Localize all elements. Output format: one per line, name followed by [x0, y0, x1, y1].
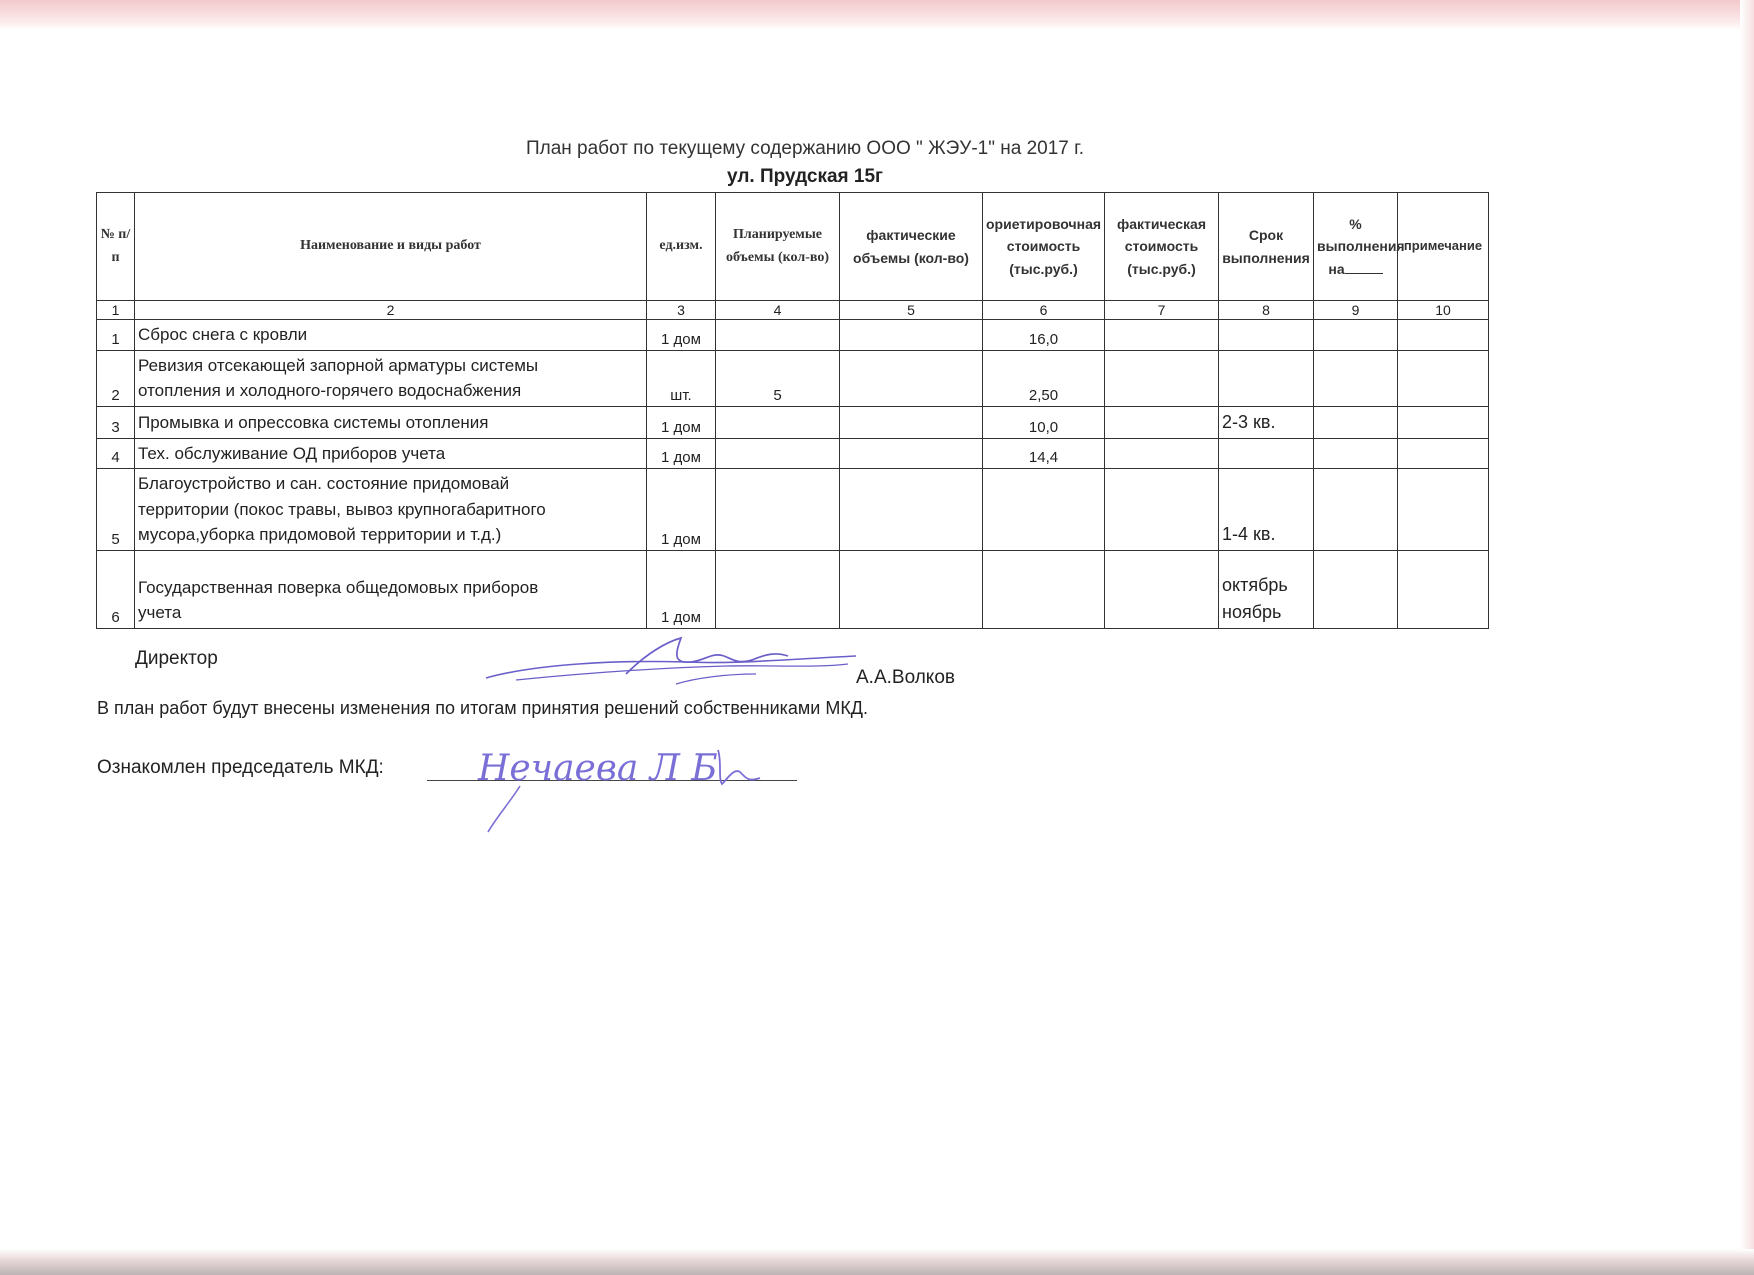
unit-cell: 1 дом [647, 550, 716, 628]
unit-cell: 1 дом [647, 320, 716, 351]
term-cell [1219, 320, 1314, 351]
table-row [97, 550, 1489, 628]
percent-cell [1314, 550, 1398, 628]
director-signature [476, 634, 876, 694]
percent-cell [1314, 320, 1398, 351]
estimated-cost-cell: 14,4 [983, 438, 1105, 469]
actual-cost-cell [1105, 320, 1219, 351]
header-percent [1314, 193, 1405, 301]
note-cell [1398, 406, 1489, 438]
note-cell [1398, 469, 1489, 551]
term-cell [1219, 469, 1314, 551]
term-cell [1219, 438, 1314, 469]
planned-volume-cell [716, 320, 840, 351]
percent-cell [1314, 438, 1398, 469]
note-cell [1398, 550, 1489, 628]
header-actual-cost: фактическая стоимость (тыс.руб.) [1105, 193, 1219, 301]
column-number: 10 [1398, 301, 1489, 320]
acknowledgement-label: Ознакомлен председатель МКД: [97, 757, 384, 778]
actual-volume-cell [840, 438, 983, 469]
chairman-signature [460, 722, 820, 834]
percent-cell [1314, 469, 1398, 551]
column-number: 8 [1219, 301, 1314, 320]
actual-volume-cell [840, 550, 983, 628]
director-name: А.А.Волков [856, 667, 955, 688]
work-name-line: Благоустройство и сан. состояние придомовай [138, 474, 510, 493]
actual-volume-cell [840, 469, 983, 551]
work-name-line: Ревизия отсекающей запорной арматуры системы [138, 355, 539, 375]
note-cell [1398, 320, 1489, 351]
estimated-cost-cell [983, 550, 1105, 628]
column-number: 1 [97, 301, 135, 320]
planned-volume-cell [716, 406, 840, 438]
work-name-line: мусора,уборка придомовой территории и т.д.) [138, 525, 502, 544]
table-header-row [97, 193, 1489, 301]
estimated-cost-cell: 2,50 [983, 350, 1105, 406]
term-cell [1219, 406, 1314, 438]
actual-cost-cell [1105, 406, 1219, 438]
scan-edge-bottom [0, 1249, 1754, 1275]
term-cell [1219, 350, 1314, 406]
planned-volume-cell [716, 469, 840, 551]
planned-volume-cell [716, 550, 840, 628]
planned-volume-cell [716, 438, 840, 469]
blank-line [1345, 261, 1383, 274]
work-name-line: территории (покос травы, вывоз крупногабаритного [138, 499, 546, 519]
term-line: ноябрь [1222, 601, 1282, 622]
term-line: 1-4 кв. [1222, 523, 1276, 544]
header-percent-on: на [1328, 260, 1345, 277]
table-row [97, 350, 1489, 406]
work-name-line: учета [138, 603, 182, 622]
work-plan-table [96, 192, 1489, 629]
chairman-handwritten-name: Нечаева Л Б [478, 748, 718, 789]
row-number: 6 [97, 550, 135, 628]
scan-edge-right [1740, 0, 1754, 1275]
director-label: Директор [135, 648, 218, 669]
document-subtitle: ул. Прудская 15г [727, 166, 883, 187]
column-number: 4 [716, 301, 840, 320]
column-number: 9 [1314, 301, 1398, 320]
note-cell [1398, 438, 1489, 469]
header-unit: ед.изм. [647, 193, 716, 301]
planned-volume-cell: 5 [716, 350, 840, 406]
estimated-cost-cell: 10,0 [983, 406, 1105, 438]
header-actual-volume: фактические объемы (кол-во) [840, 193, 983, 301]
column-number: 3 [647, 301, 716, 320]
percent-cell [1314, 406, 1398, 438]
actual-cost-cell [1105, 438, 1219, 469]
work-name-line: отопления и холодного-горячего водоснабжения [138, 381, 522, 400]
unit-cell: 1 дом [647, 438, 716, 469]
column-number: 6 [983, 301, 1105, 320]
actual-cost-cell [1105, 350, 1219, 406]
work-name-line: Промывка и опрессовка системы отопления [138, 413, 489, 432]
actual-volume-cell [840, 320, 983, 351]
row-number: 2 [97, 350, 135, 406]
work-name [135, 406, 647, 438]
percent-cell [1314, 350, 1398, 406]
work-name [135, 469, 647, 551]
work-name-line: Государственная поверка общедомовых приборов [138, 577, 539, 597]
unit-cell: 1 дом [647, 406, 716, 438]
unit-cell: 1 дом [647, 469, 716, 551]
header-term: Срок выполнения [1219, 193, 1314, 301]
header-num: № п/п [97, 193, 135, 301]
term-line: октябрь [1222, 574, 1288, 595]
term-cell [1219, 550, 1314, 628]
scan-edge-top [0, 0, 1754, 30]
work-name [135, 550, 647, 628]
estimated-cost-cell [983, 469, 1105, 551]
note-cell [1398, 350, 1489, 406]
amendment-note: В план работ будут внесены изменения по итогам принятия решений собственниками МКД. [97, 698, 869, 718]
table-row [97, 469, 1489, 551]
work-name [135, 350, 647, 406]
document-title: План работ по текущему содержанию ООО " ЖЭУ-1" на 2017 г. [525, 138, 1085, 159]
term-line: 2-3 кв. [1222, 411, 1276, 432]
work-name [135, 320, 647, 351]
work-name-line: Тех. обслуживание ОД приборов учета [138, 443, 446, 463]
actual-cost-cell [1105, 550, 1219, 628]
header-percent-label: % выполнения [1317, 215, 1405, 255]
row-number: 3 [97, 406, 135, 438]
estimated-cost-cell: 16,0 [983, 320, 1105, 351]
table-row [97, 438, 1489, 469]
actual-cost-cell [1105, 469, 1219, 551]
row-number: 5 [97, 469, 135, 551]
column-number: 7 [1105, 301, 1219, 320]
work-name [135, 438, 647, 469]
column-number: 2 [135, 301, 647, 320]
header-note: примечание [1398, 193, 1489, 301]
column-number-row [97, 301, 1489, 320]
header-planned-volume: Планируемые объемы (кол-во) [716, 193, 840, 301]
header-estimated-cost: ориетировочная стоимость (тыс.руб.) [983, 193, 1105, 301]
unit-cell: шт. [647, 350, 716, 406]
column-number: 5 [840, 301, 983, 320]
row-number: 1 [97, 320, 135, 351]
work-name-line: Сброс снега с кровли [138, 325, 308, 344]
actual-volume-cell [840, 350, 983, 406]
row-number: 4 [97, 438, 135, 469]
header-work-name: Наименование и виды работ [135, 193, 647, 301]
actual-volume-cell [840, 406, 983, 438]
table-row [97, 406, 1489, 438]
table-row [97, 320, 1489, 351]
